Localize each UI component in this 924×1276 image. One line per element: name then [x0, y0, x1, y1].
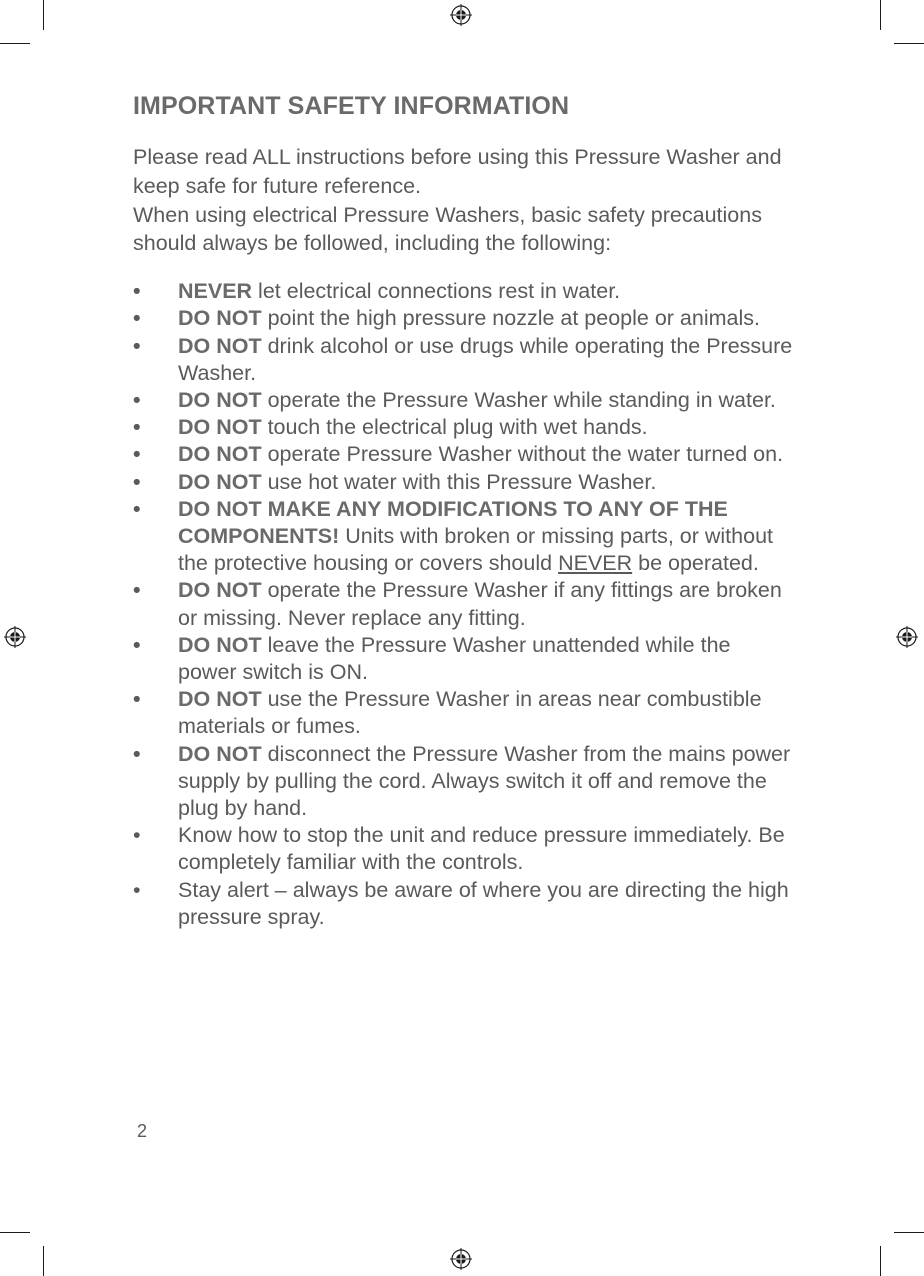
- item-text: be operated.: [632, 551, 759, 576]
- bullet-icon: •: [133, 279, 141, 304]
- bullet-icon: •: [133, 496, 141, 521]
- item-text: Stay alert – always be aware of where you are directing the high pressure spray.: [178, 877, 789, 929]
- bullet-icon: •: [133, 823, 141, 848]
- bullet-icon: •: [133, 415, 141, 440]
- item-text: disconnect the Pressure Washer from the mains power supply by pulling the cord. Always switch it off and remove the plug by hand.: [178, 741, 791, 821]
- list-item: [133, 278, 793, 305]
- bullet-icon: •: [133, 578, 141, 603]
- bullet-icon: •: [133, 632, 141, 657]
- bullet-icon: •: [133, 442, 141, 467]
- item-text: let electrical connections rest in water.: [252, 279, 621, 304]
- warning-keyword: DO NOT: [178, 415, 262, 440]
- list-item: [133, 441, 793, 468]
- list-item: [133, 469, 793, 496]
- item-text: touch the electrical plug with wet hands.: [261, 415, 648, 440]
- warning-keyword: DO NOT: [178, 333, 262, 358]
- registration-mark-icon: [896, 626, 918, 648]
- crop-mark-top-left-horizontal: [0, 43, 30, 44]
- page-number: 2: [137, 1121, 148, 1141]
- list-item: [133, 496, 793, 578]
- bullet-icon: •: [133, 741, 141, 766]
- list-item: [133, 822, 793, 876]
- crop-mark-bottom-left-horizontal: [0, 1232, 30, 1233]
- crop-mark-top-left-vertical: [43, 0, 44, 30]
- emphasis-underline: NEVER: [558, 551, 633, 576]
- warning-keyword: DO NOT: [178, 741, 262, 766]
- item-text: Know how to stop the unit and reduce pressure immediately. Be completely familiar with the controls.: [178, 823, 785, 875]
- list-item: [133, 877, 793, 931]
- list-item: [133, 741, 793, 823]
- crop-mark-bottom-right-horizontal: [894, 1232, 924, 1233]
- bullet-icon: •: [133, 687, 141, 712]
- warning-keyword: DO NOT: [178, 469, 262, 494]
- list-item: [133, 632, 793, 686]
- warning-keyword: DO NOT: [178, 632, 262, 657]
- bullet-icon: •: [133, 469, 141, 494]
- intro-paragraph: Please read ALL instructions before using this Pressure Washer and keep safe for future reference.: [133, 145, 782, 198]
- item-text: use hot water with this Pressure Washer.: [261, 469, 657, 494]
- warning-keyword: DO NOT: [178, 442, 262, 467]
- intro-paragraph: When using electrical Pressure Washers, basic safety precautions should always be followed, including the following:: [133, 202, 762, 256]
- item-text: drink alcohol or use drugs while operating the Pressure Washer.: [178, 333, 793, 385]
- item-text: Units with broken or missing parts, or without the protective housing or covers should: [178, 524, 773, 576]
- intro-text: [133, 143, 793, 258]
- page-heading: IMPORTANT SAFETY INFORMATION: [133, 92, 570, 120]
- bullet-icon: •: [133, 388, 141, 412]
- list-item: [133, 305, 793, 332]
- item-text: point the high pressure nozzle at people or animals.: [261, 306, 760, 331]
- registration-mark-icon: [4, 626, 26, 648]
- crop-mark-top-right-horizontal: [894, 43, 924, 44]
- bullet-icon: •: [133, 306, 141, 331]
- registration-mark-icon: [450, 1248, 472, 1270]
- list-item: [133, 577, 793, 631]
- warning-keyword: DO NOT: [178, 388, 262, 412]
- crop-mark-top-right-vertical: [880, 0, 881, 30]
- item-text: operate the Pressure Washer while standing in water.: [261, 388, 776, 412]
- warning-keyword: DO NOT: [178, 687, 262, 712]
- item-text: leave the Pressure Washer unattended while the power switch is ON.: [178, 632, 731, 685]
- list-item: [133, 333, 793, 387]
- list-item: [133, 387, 793, 414]
- item-text: use the Pressure Washer in areas near combustible materials or fumes.: [178, 687, 762, 739]
- page-content: [133, 92, 793, 931]
- crop-mark-bottom-right-vertical: [880, 1246, 881, 1276]
- warning-keyword: DO NOT MAKE ANY MODIFICATIONS TO ANY OF THE COMPONENTS!: [178, 496, 728, 549]
- warning-keyword: DO NOT: [178, 578, 262, 603]
- list-item: [133, 686, 793, 740]
- crop-mark-bottom-left-vertical: [43, 1246, 44, 1276]
- registration-mark-icon: [450, 4, 472, 26]
- warning-keyword: DO NOT: [178, 306, 262, 331]
- list-item: [133, 414, 793, 441]
- item-text: operate Pressure Washer without the water turned on.: [261, 442, 784, 467]
- warning-keyword: NEVER: [178, 279, 253, 304]
- item-text: operate the Pressure Washer if any fittings are broken or missing. Never replace any fitting.: [178, 578, 782, 630]
- safety-list: [133, 278, 793, 931]
- bullet-icon: •: [133, 333, 141, 358]
- bullet-icon: •: [133, 877, 141, 902]
